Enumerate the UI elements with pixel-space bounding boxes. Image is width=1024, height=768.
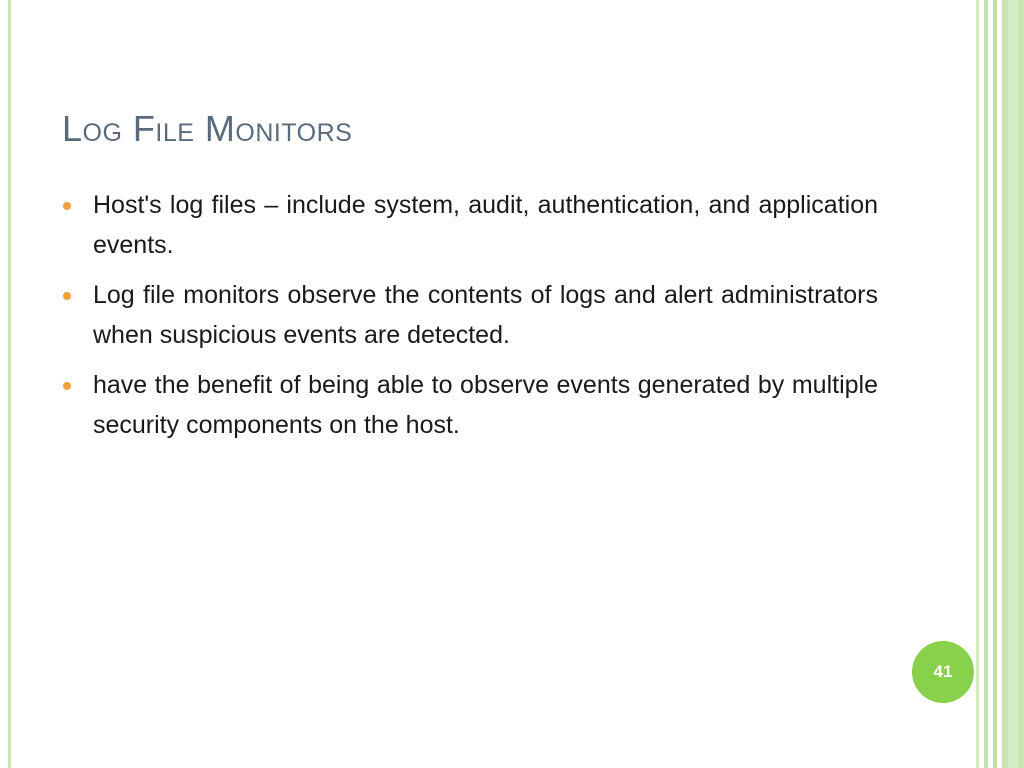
bullet-marker-icon — [63, 292, 71, 300]
right-border-band-inner — [1008, 0, 1018, 768]
bullet-text: Host's log files – include system, audit, authentication, and application events. — [93, 191, 878, 259]
bullet-marker-icon — [63, 202, 71, 210]
bullet-item — [62, 185, 878, 265]
slide-title: Log File Monitors — [62, 108, 353, 149]
right-border-stripe — [984, 0, 988, 768]
bullet-item — [62, 275, 878, 355]
bullet-marker-icon — [63, 382, 71, 390]
right-border-stripe — [993, 0, 997, 768]
bullet-text: Log file monitors observe the contents of logs and alert administrators when suspicious events are detected. — [93, 281, 878, 349]
bullet-list — [62, 185, 878, 455]
page-number: 41 — [933, 662, 953, 681]
right-border-stripe — [976, 0, 979, 768]
bullet-text: have the benefit of being able to observe events generated by multiple security components on the host. — [93, 371, 878, 439]
bullet-item — [62, 365, 878, 445]
page-number-badge — [912, 641, 974, 703]
left-border-line — [8, 0, 11, 768]
